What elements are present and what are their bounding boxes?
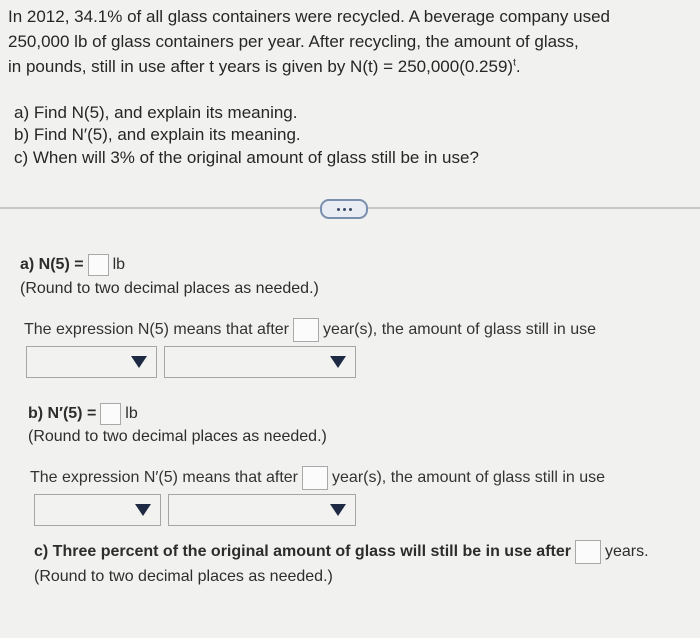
part-a-round-note: (Round to two decimal places as needed.) [20, 280, 319, 297]
part-a-answer-row [20, 254, 125, 276]
problem-period: . [515, 57, 521, 76]
triangle-down-icon [135, 504, 151, 516]
part-a-value-input[interactable] [88, 254, 109, 276]
part-b-expression-suffix: year(s), the amount of glass still in use [332, 469, 606, 487]
ellipsis-icon-dot [349, 208, 352, 211]
part-a-years-input[interactable] [293, 318, 319, 342]
question-b: b) Find N′(5), and explain its meaning. [14, 125, 301, 144]
part-b-value-input[interactable] [100, 403, 121, 425]
part-a-expression-suffix: year(s), the amount of glass still in use [323, 321, 597, 339]
part-a-dropdown-1[interactable] [26, 346, 157, 378]
expand-more-button[interactable] [320, 199, 368, 219]
part-b-dropdown-1[interactable] [34, 494, 161, 526]
ellipsis-icon [337, 208, 340, 211]
part-b-expression-prefix: The expression N′(5) means that after [30, 469, 299, 487]
part-b-round-note: (Round to two decimal places as needed.) [28, 428, 327, 445]
part-c-answer-row [34, 540, 649, 564]
question-a: a) Find N(5), and explain its meaning. [14, 103, 298, 122]
part-a-expression-row [24, 318, 596, 342]
part-c-round-note: (Round to two decimal places as needed.) [34, 568, 333, 585]
problem-formula: in pounds, still in use after t years is given by N(t) = 250,000(0.259) [8, 57, 514, 76]
part-b-expression-row [30, 466, 605, 490]
part-a-dropdown-2[interactable] [164, 346, 356, 378]
part-b-years-input[interactable] [302, 466, 328, 490]
formula-exponent: t [513, 57, 516, 69]
part-b-answer-row [28, 403, 138, 425]
triangle-down-icon [330, 356, 346, 368]
triangle-down-icon [131, 356, 147, 368]
problem-line-3 [8, 58, 521, 75]
part-c-years-input[interactable] [575, 540, 601, 564]
part-b-unit: lb [125, 405, 138, 423]
problem-line-1: In 2012, 34.1% of all glass containers were recycled. A beverage company used [8, 7, 610, 26]
part-a-unit: lb [112, 256, 126, 274]
question-c: c) When will 3% of the original amount of glass still be in use? [14, 148, 479, 167]
ellipsis-icon-dot [343, 208, 346, 211]
part-b-label: b) N′(5) = [28, 405, 97, 423]
part-a-expression-prefix: The expression N(5) means that after [24, 321, 290, 339]
problem-line-2: 250,000 lb of glass containers per year. After recycling, the amount of glass, [8, 32, 579, 51]
part-a-label: a) N(5) = [20, 256, 84, 274]
triangle-down-icon [330, 504, 346, 516]
part-c-text: c) Three percent of the original amount of glass will still be in use after [34, 543, 571, 561]
part-c-unit: years. [604, 543, 649, 561]
part-b-dropdown-2[interactable] [168, 494, 356, 526]
